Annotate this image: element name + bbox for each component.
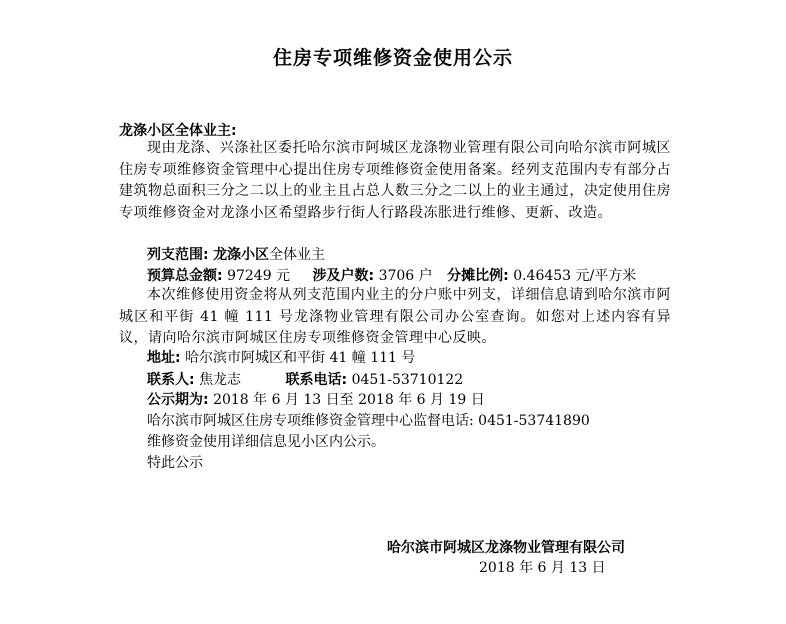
signature-date: 2018 年 6 月 13 日 — [479, 560, 606, 576]
contact-label: 联系人: — [147, 372, 195, 388]
budget-line — [147, 266, 636, 286]
scope-value-bold: 龙涤小区 — [213, 247, 270, 263]
page-title: 住房专项维修资金使用公示 — [272, 47, 513, 69]
address-label: 地址: — [147, 350, 181, 366]
households-value: 3706 户 — [378, 268, 433, 284]
note-paragraph: 本次维修使用资金将从列支范围内业主的分户账中列支，详细信息请到哈尔滨市阿城区和平街 41 幢 111 号龙涤物业管理有限公司办公室查询。如您对上述内容有异议，请向哈尔滨市阿城区住房专项维修资金管理中心反映。 — [119, 287, 671, 347]
ratio-value: 0.46453 元/平方米 — [513, 268, 637, 284]
budget-label: 预算总金额: — [147, 268, 223, 284]
signature: 哈尔滨市阿城区龙涤物业管理有限公司 — [387, 540, 625, 556]
period-value: 2018 年 6 月 13 日至 2018 年 6 月 19 日 — [213, 392, 485, 408]
ratio-label: 分摊比例: — [447, 268, 509, 284]
address-value: 哈尔滨市阿城区和平街 41 幢 111 号 — [185, 350, 416, 366]
scope-label: 列支范围: — [147, 247, 209, 263]
supervise-line: 哈尔滨市阿城区住房专项维修资金管理中心监督电话: 0451-53741890 — [147, 413, 590, 429]
intro-paragraph: 现由龙涤、兴涤社区委托哈尔滨市阿城区龙涤物业管理有限公司向哈尔滨市阿城区住房专项维修资金管理中心提出住房专项维修资金使用备案。经列支范围内专有部分占建筑物总面积三分之二以上的业主且占总人数三分之二以上的业主通过，决定使用住房专项维修资金对龙涤小区希望路步行街人行路段冻胀进行维修、更新、改造。 — [119, 140, 671, 221]
period-line — [147, 390, 485, 410]
salutation: 龙涤小区全体业主: — [119, 123, 237, 139]
period-label: 公示期为: — [147, 392, 209, 408]
detail-line: 维修资金使用详细信息见小区内公示。 — [147, 434, 385, 450]
scope-value: 全体业主 — [269, 247, 326, 263]
closing-line: 特此公示 — [147, 455, 203, 471]
contact-value: 焦龙志 — [199, 372, 242, 388]
address-line — [147, 348, 415, 368]
phone-label: 联系电话: — [285, 372, 348, 388]
scope-line — [147, 245, 325, 265]
contact-line — [147, 370, 463, 390]
budget-value: 97249 元 — [227, 268, 291, 284]
households-label: 涉及户数: — [312, 268, 375, 284]
phone-value: 0451-53710122 — [351, 372, 464, 388]
